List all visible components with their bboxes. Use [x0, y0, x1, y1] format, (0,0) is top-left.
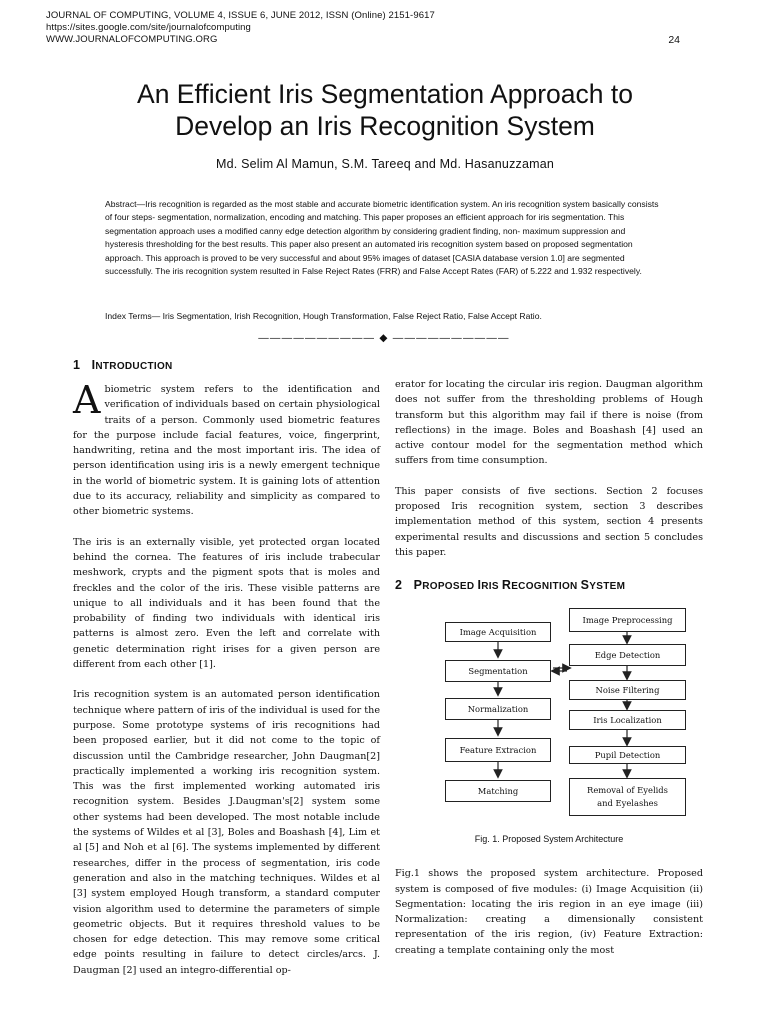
heading-initial: S — [580, 578, 590, 593]
page-number: 24 — [668, 34, 680, 46]
left-column — [73, 358, 380, 993]
box-eyelid-removal: Removal of Eyelids and Eyelashes — [569, 778, 686, 816]
journal-url[interactable]: https://sites.google.com/site/journalofcomputing — [46, 22, 251, 33]
heading-initial: I — [91, 358, 96, 372]
section-number: 2 — [395, 578, 403, 593]
authors: Md. Selim Al Mamun, S.M. Tareeq and Md. Hasanuzzaman — [215, 157, 555, 171]
journal-line: JOURNAL OF COMPUTING, VOLUME 4, ISSUE 6, JUNE 2012, ISSN (Online) 2151-9617 — [46, 10, 435, 21]
dropcap: A — [73, 378, 101, 422]
heading-initial: I — [477, 578, 482, 593]
box-image-acquisition: Image Acquisition — [445, 622, 551, 642]
heading-rest: ROPOSED — [422, 581, 478, 593]
heading-rest: NTRODUCTION — [95, 361, 173, 372]
intro-paragraph-5: This paper consists of five sections. Section 2 focuses proposed Iris recognition system, section 3 describes implementation method of this system, section 4 presents experimental results and discussions and section 5 concludes this paper. — [395, 485, 703, 558]
abstract: Abstract—Iris recognition is regarded as the most stable and accurate biometric identification system. An iris recognition system basically consists of four steps- segmentation, normalization, encoding and matching. This paper proposes an efficient approach for iris segmentation. This segmentation approach uses a modified canny edge detection algorithm by considering gradient finding, non- maximum suppression and hysteresis thresholding for the best results. This paper also present an automated iris recognition system based on proposed segmentation approach. This approach is proved to be very successful and about 95% images of dataset [CASIA database version 1.0] are segmented successfully. The iris recognition system resulted in False Reject Rates (FRR) and False Accept Rates (FAR) of 5.222 and 1.932 respectively. — [105, 199, 659, 277]
intro-paragraph-3: Iris recognition system is an automated person identification technique where pattern of iris of the individual is used for the purpose. Some prototype systems of iris recognitions had been proposed earlier, but it did not come to the topic of discussion until the Cambridge researcher, John Daugman[2] practically implemented a working iris recognition system. This was the first implemented working automated iris recognition system. Besides J.Daugman's[2] system some other systems had been developed. The most notable include the systems of Wildes et al [3], Boles and Boashash [4], Lim et al [5] and Noh et al [6]. The systems implemented by different researches, differ in the process of segmentation, iris code generation and also in the matching techniques. Wildes et al [3] system employed Hough transform, a standard computer vision algorithm used to determine the parameters of simple geometric objects. But it requires threshold values to be chosen for edge detection. This may remove some critical edge points resulting in failure to detect circles/arcs. J. Daugman [2] used an integro-differential op- — [73, 689, 380, 976]
heading-rest: YSTEM — [589, 581, 626, 593]
box-pupil-detection: Pupil Detection — [569, 746, 686, 764]
intro-paragraph-4: erator for locating the circular iris region. Daugman algorithm does not suffer from the thresholding problems of Hough transform but this algorithm may fail if there is noise (from reflections) in the image. Boles and Boashash [4] used an active contour model for the segmentation method which suffers from time consumption. — [395, 379, 703, 467]
heading-initial: P — [413, 578, 423, 593]
heading-rest: RIS — [481, 581, 502, 593]
box-edge-detection: Edge Detection — [569, 644, 686, 666]
figure-caption: Fig. 1. Proposed System Architecture — [474, 834, 624, 845]
separator: —————————— ◆ —————————— — [258, 332, 510, 344]
paper-title — [40, 78, 730, 142]
box-iris-localization: Iris Localization — [569, 710, 686, 730]
intro-paragraph-1 — [73, 378, 380, 520]
box-image-preprocessing: Image Preprocessing — [569, 608, 686, 632]
section-2-paragraph-1: Fig.1 shows the proposed system architecture. Proposed system is composed of five modules: (i) Image Acquisition (ii) Segmentation: locating the iris region in an eye image (iii) Normalization: creating a dimensionally consistent representation of the iris region, (iv) Feature Extraction: creating a template containing only the most — [395, 868, 703, 956]
title-line-1: An Efficient Iris Segmentation Approach to — [137, 79, 633, 109]
box-segmentation: Segmentation — [445, 660, 551, 682]
section-2-heading — [395, 578, 703, 592]
box-matching: Matching — [445, 780, 551, 802]
running-header — [46, 10, 686, 46]
box-noise-filtering: Noise Filtering — [569, 680, 686, 700]
heading-rest: ECOGNITION — [511, 581, 581, 593]
title-line-2: Develop an Iris Recognition System — [175, 111, 595, 141]
section-1-heading — [73, 358, 380, 372]
box-feature-extraction: Feature Extracion — [445, 738, 551, 762]
system-architecture-figure — [395, 602, 703, 830]
intro-p1-text: biometric system refers to the identification and verification of individuals based on certain physiological traits of a person. Commonly used biometric features for the purpose include facial features, voice, fingerprint, handwriting, retina and the most important iris. The idea of person identification using iris is a newly emergent technique in the world of biometric system. It is gaining lots of attention due to its accuracy, reliability and simplicity as compared to other biometric systems. — [73, 384, 380, 518]
journal-site[interactable]: WWW.JOURNALOFCOMPUTING.ORG — [46, 34, 218, 45]
section-number: 1 — [73, 358, 81, 372]
index-terms: Index Terms— Iris Segmentation, Irish Recognition, Hough Transformation, False Reject Ratio, False Accept Ratio. — [105, 311, 542, 321]
right-column — [395, 377, 703, 973]
box-normalization: Normalization — [445, 698, 551, 720]
heading-initial: R — [501, 578, 512, 593]
intro-paragraph-2: The iris is an externally visible, yet protected organ located behind the cornea. The features of iris include trabecular meshwork, crypts and the pigment spots that is moles and freckles and the color of the iris. These visible patterns are unique to all individuals and it has been found that the probability of finding two individuals with identical iris patterns is almost zero. Even the left and correlate with genetic determination right irises for a given person are different from each other [1]. — [73, 536, 380, 671]
